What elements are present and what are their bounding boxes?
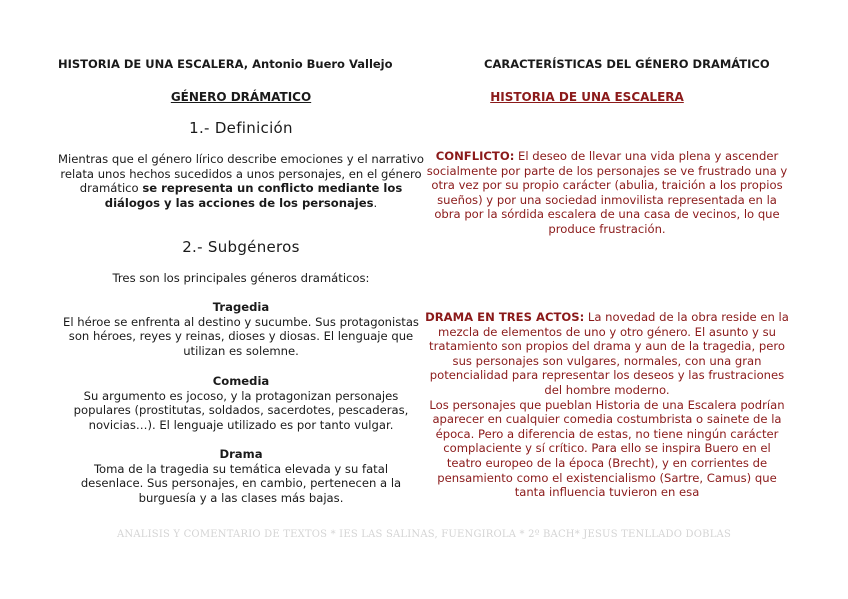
right-title: CARACTERÍSTICAS DEL GÉNERO DRAMÁTICO	[484, 57, 770, 71]
definition-text-c: .	[373, 195, 378, 210]
genre-text: Su argumento es jocoso, y la protagonizan personajes populares (prostitutas, soldados, sacerdotes, pescaderas, novicias…). El lenguaje utilizado es por tanto vulgar.	[73, 388, 409, 432]
conflict-label: CONFLICTO:	[435, 149, 515, 163]
section2-intro: Tres son los principales géneros dramáticos:	[112, 271, 370, 285]
genre-drama	[52, 447, 430, 505]
genre-name: Tragedia	[212, 300, 270, 314]
drama-paragraph	[424, 310, 790, 500]
genre-name: Drama	[219, 447, 263, 461]
right-subtitle: HISTORIA DE UNA ESCALERA	[490, 90, 684, 104]
drama-text: La novedad de la obra reside en la mezcla de elementos de uno y otro género. El asunto y su tratamiento son propios del drama y aun de la tragedia, pero sus personajes son vulgares, normales, con una gran potencialidad para representar los deseos y las frustraciones del hombre moderno.	[429, 310, 789, 397]
genre-text: El héroe se enfrenta al destino y sucumbe. Sus protagonistas son héroes, reyes y reinas, dioses y diosas. El lenguaje que utilizan es solemne.	[63, 314, 419, 358]
genre-tragedia	[52, 300, 430, 358]
drama-label: DRAMA EN TRES ACTOS:	[425, 310, 585, 324]
genre-text: Toma de la tragedia su temática elevada y su fatal desenlace. Sus personajes, en cambio, pertenecen a la burguesía y a las clases más bajas.	[80, 461, 402, 505]
left-title: HISTORIA DE UNA ESCALERA, Antonio Buero Vallejo	[58, 57, 393, 71]
definition-text-bold: se representa un conflicto mediante los diálogos y las acciones de los personajes	[104, 181, 403, 210]
definition-text-a: Mientras que el género lírico describe emociones y el narrativo relata unos hechos sucedidos a unos personajes, en el género dramático	[58, 152, 424, 196]
page-footer: ANALISIS Y COMENTARIO DE TEXTOS * IES LAS SALINAS, FUENGIROLA * 2º BACH* JESUS TENLLADO DOBLAS	[116, 529, 732, 540]
genre-name: Comedia	[212, 374, 270, 388]
drama-text-2: Los personajes que pueblan Historia de una Escalera podrían aparecer en cualquier comedia costumbrista o sainete de la época. Pero a diferencia de estas, no tiene ningún carácter complaciente y sí crítico. Para ello se inspira Buero en el teatro europeo de la época (Brecht), y en corrientes de pensamiento como el existencialismo (Sartre, Camus) que tanta influencia tuvieron en esa	[429, 397, 785, 500]
conflict-text: El deseo de llevar una vida plena y ascender socialmente por parte de los personajes se ve frustrado una y otra vez por su propio carácter (abulia, traición a los propios sueños) y por una sociedad inmovilista representada en la obra por la sórdida escalera de una casa de vecinos, lo que produce frustración.	[426, 149, 788, 236]
section1-title: 1.- Definición	[189, 119, 293, 137]
definition-paragraph	[52, 152, 430, 210]
left-subtitle: GÉNERO DRÁMATICO	[170, 90, 312, 104]
section2-title: 2.- Subgéneros	[182, 238, 300, 256]
conflict-paragraph	[424, 149, 790, 237]
genre-comedia	[52, 374, 430, 432]
